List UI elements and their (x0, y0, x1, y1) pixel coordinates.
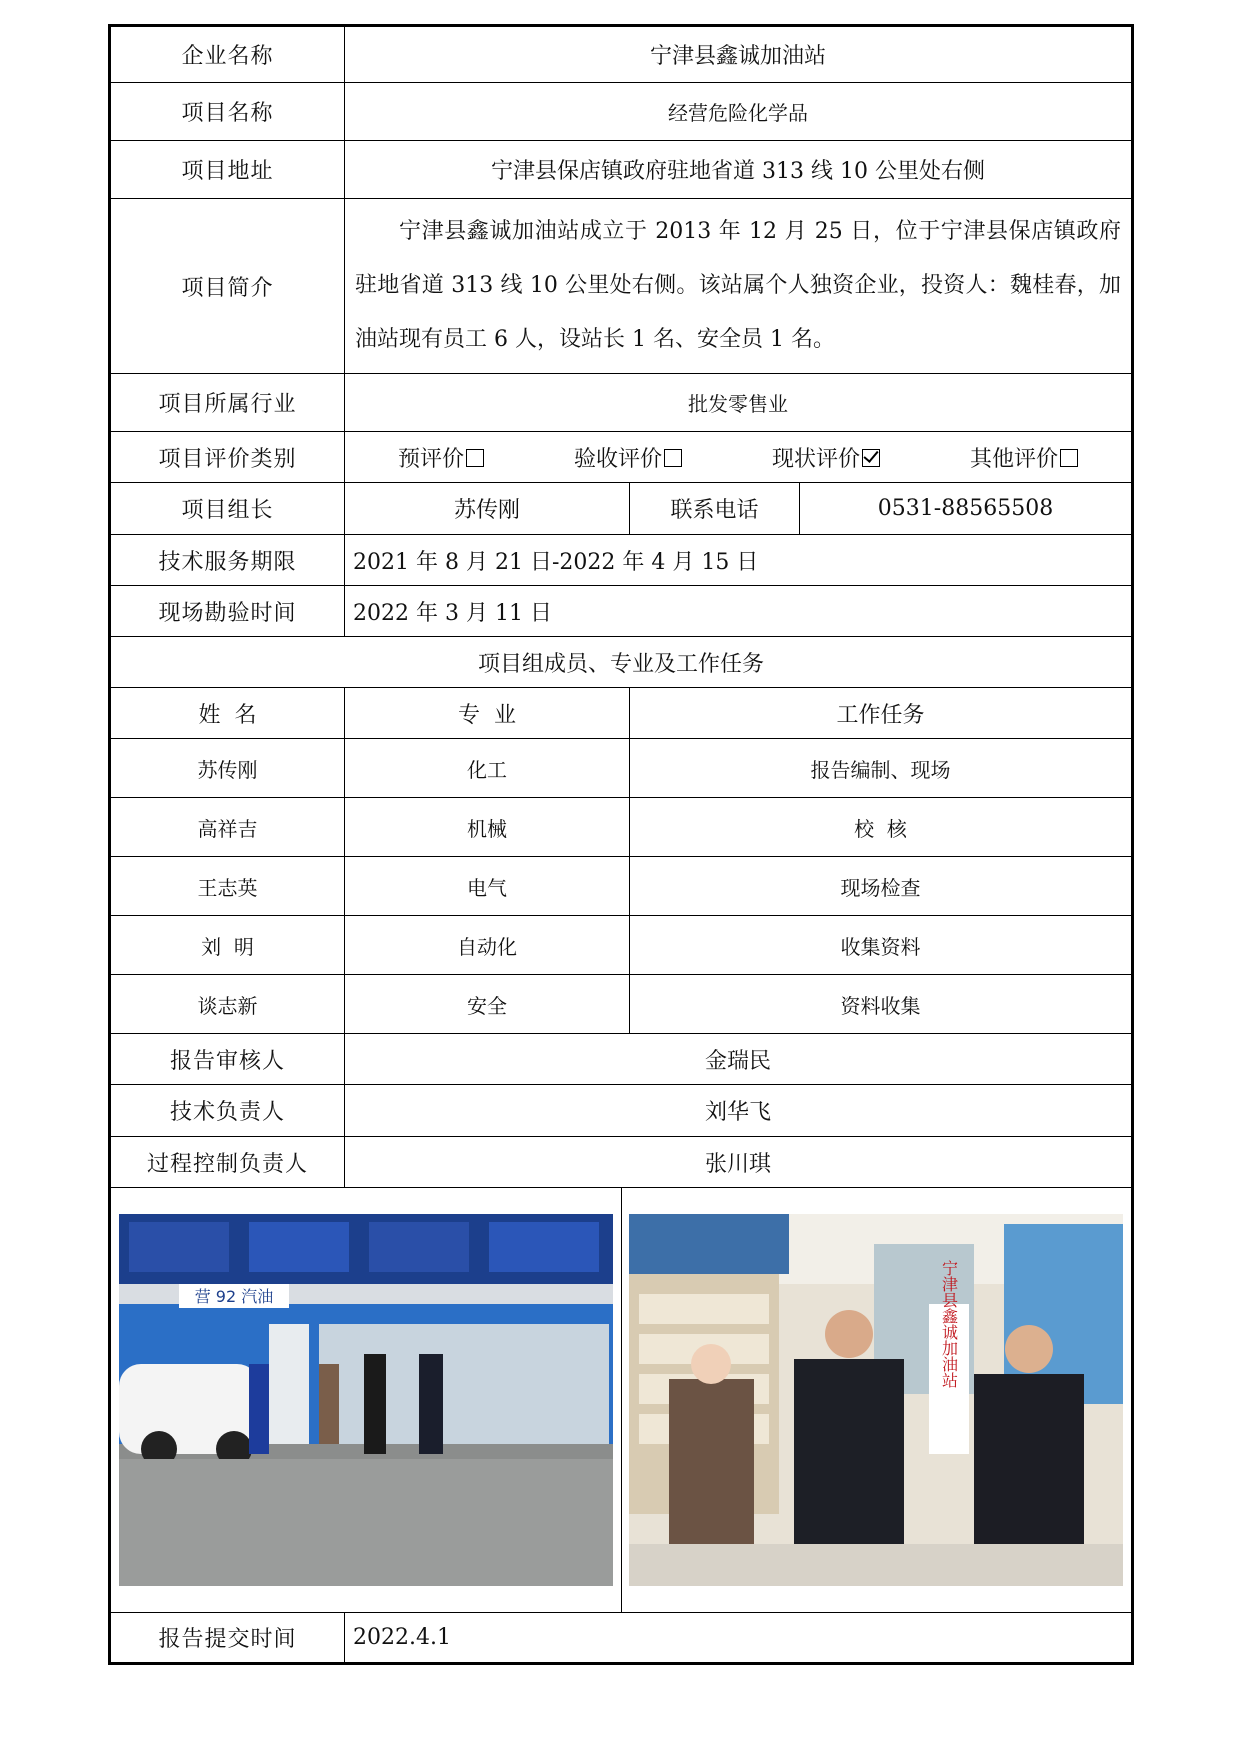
site-photo-left (111, 1188, 621, 1612)
project-intro-label: 项目简介 (110, 199, 345, 374)
col-major-header: 专 业 (345, 688, 630, 739)
member-name: 王志英 (110, 857, 345, 916)
member-name: 谈志新 (110, 975, 345, 1034)
checkbox-empty-icon[interactable] (466, 449, 484, 467)
member-task: 收集资料 (630, 916, 1133, 975)
eval-option[interactable] (772, 442, 880, 473)
eval-option-label: 验收评价 (573, 446, 662, 472)
col-name-header: 姓 名 (110, 688, 345, 739)
project-intro-value: 宁津县鑫诚加油站成立于 2013 年 12 月 25 日，位于宁津县保店镇政府驻地省道 313 线 10 公里处右侧。该站属个人独资企业，投资人：魏桂春，加油站现有员工 6 人，设站长 1 名、安全员 1 名。 (345, 199, 1133, 374)
station-sign-text: 营 92 汽油 (194, 1287, 274, 1306)
phone-label: 联系电话 (630, 483, 800, 535)
process-lead-value: 张川琪 (345, 1137, 1133, 1188)
table-row (110, 739, 1133, 798)
project-name-value: 经营危险化学品 (345, 83, 1133, 141)
member-task: 现场检查 (630, 857, 1133, 916)
station-banner-text: 宁津县鑫诚加油站 (939, 1260, 959, 1388)
member-name: 苏传刚 (110, 739, 345, 798)
team-leader-label: 项目组长 (110, 483, 345, 535)
eval-option[interactable] (574, 442, 682, 473)
project-name-label: 项目名称 (110, 83, 345, 141)
member-major: 自动化 (345, 916, 630, 975)
member-name: 高祥吉 (110, 798, 345, 857)
member-major: 电气 (345, 857, 630, 916)
reviewer-value: 金瑞民 (345, 1034, 1133, 1085)
eval-option-label: 预评价 (397, 446, 464, 472)
project-address-value: 宁津县保店镇政府驻地省道 313 线 10 公里处右侧 (345, 141, 1133, 199)
table-row (110, 975, 1133, 1034)
member-major: 机械 (345, 798, 630, 857)
eval-option[interactable] (398, 442, 484, 473)
form-table (108, 24, 1134, 1665)
member-major: 化工 (345, 739, 630, 798)
table-row (110, 857, 1133, 916)
submit-time-label: 报告提交时间 (110, 1613, 345, 1664)
company-name-value: 宁津县鑫诚加油站 (345, 26, 1133, 83)
table-row (110, 798, 1133, 857)
site-survey-label: 现场勘验时间 (110, 586, 345, 637)
submit-time-value: 2022.4.1 (345, 1613, 1133, 1664)
table-row (110, 916, 1133, 975)
project-address-label: 项目地址 (110, 141, 345, 199)
member-task: 校 核 (630, 798, 1133, 857)
service-period-value: 2021 年 8 月 21 日-2022 年 4 月 15 日 (345, 535, 1133, 586)
eval-option[interactable] (970, 442, 1078, 473)
industry-value: 批发零售业 (345, 374, 1133, 432)
checkbox-empty-icon[interactable] (1060, 449, 1078, 467)
eval-option-label: 其他评价 (969, 446, 1058, 472)
member-task: 报告编制、现场 (630, 739, 1133, 798)
col-task-header: 工作任务 (630, 688, 1133, 739)
member-name: 刘 明 (110, 916, 345, 975)
evaluation-form (108, 24, 1131, 1665)
site-survey-value: 2022 年 3 月 11 日 (345, 586, 1133, 637)
team-leader-value: 苏传刚 (345, 483, 630, 535)
eval-category-options (345, 432, 1133, 483)
photo-row (110, 1188, 1133, 1613)
tech-lead-label: 技术负责人 (110, 1085, 345, 1137)
checkbox-empty-icon[interactable] (664, 449, 682, 467)
eval-category-label: 项目评价类别 (110, 432, 345, 483)
company-name-label: 企业名称 (110, 26, 345, 83)
process-lead-label: 过程控制负责人 (110, 1137, 345, 1188)
phone-value: 0531-88565508 (800, 483, 1133, 535)
checkbox-checked-icon[interactable] (862, 449, 880, 467)
site-photo-right (621, 1188, 1132, 1612)
member-major: 安全 (345, 975, 630, 1034)
reviewer-label: 报告审核人 (110, 1034, 345, 1085)
team-section-heading: 项目组成员、专业及工作任务 (110, 637, 1133, 688)
member-task: 资料收集 (630, 975, 1133, 1034)
eval-option-label: 现状评价 (771, 446, 860, 472)
service-period-label: 技术服务期限 (110, 535, 345, 586)
industry-label: 项目所属行业 (110, 374, 345, 432)
tech-lead-value: 刘华飞 (345, 1085, 1133, 1137)
